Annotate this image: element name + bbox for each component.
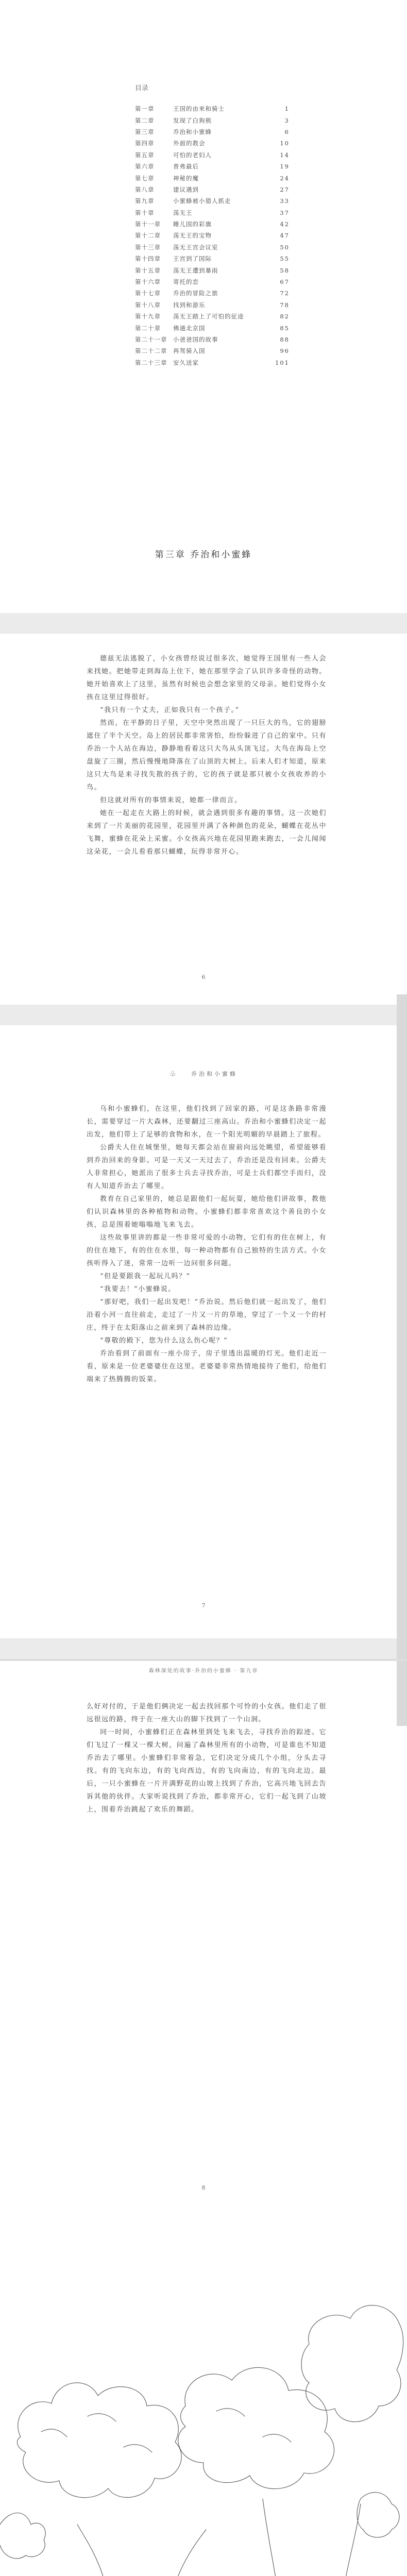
toc-entry[interactable] <box>135 161 290 172</box>
paragraph: 这些故事里讲的都是一些非常可爱的小动物，它们有的住在树上，有的住在地下，有的住在水里，每一种动物都有自己独特的生活方式。小女孩听得入了迷，常常一边听一边问很多问题。 <box>87 1234 327 1267</box>
page-separator <box>0 1005 407 1025</box>
toc-page-number: 42 <box>280 221 290 228</box>
toc-page-number: 101 <box>275 359 290 366</box>
toc-entry[interactable] <box>135 287 290 299</box>
toc-page-number: 78 <box>280 301 290 309</box>
paragraph: 她在一起走在大路上的时候，就会遇到很多有趣的事情。这一次她们来到了一片美丽的花园里，花园里开满了各种颜色的花朵，蝴蝶在花丛中飞舞，蜜蜂在花朵上采蜜。小女孩高兴地在花园里跑来跑去，一会儿闻闻这朵花，一会儿看看那只蝴蝶，玩得非常开心。 <box>87 809 327 856</box>
paragraph: 乌和小蜜蜂们，在这里，他们找到了回家的路，可是这条路非常漫长，需要穿过一片大森林，还要翻过三座高山。乔治和小蜜蜂们决定一起出发，他们带上了足够的食物和水，在一个阳光明媚的早晨踏上了旅程。 <box>87 1105 327 1139</box>
toc-page-number: 1 <box>284 105 290 113</box>
toc-chapter-title: 寄托的恋 <box>173 278 199 286</box>
tree-foliage <box>17 2383 181 2498</box>
toc-chapter-title: 王宫到了国际 <box>173 255 212 263</box>
toc-entry[interactable] <box>135 264 290 276</box>
toc-chapter-title: 神秘的魔 <box>173 174 199 182</box>
adjacent-page-edge <box>397 994 407 1726</box>
toc-chapter-title: 普弗最后 <box>173 163 199 171</box>
toc-entry[interactable] <box>135 114 290 126</box>
toc-entry[interactable] <box>135 138 290 149</box>
tree-trunk <box>77 2524 115 2576</box>
page-number: 7 <box>201 1602 206 1609</box>
toc-entry[interactable] <box>135 103 290 114</box>
chapter-page-7 <box>0 1025 407 1638</box>
toc-page-number: 3 <box>284 116 290 124</box>
tree-foliage <box>301 2306 403 2422</box>
toc-chapter-title: 荡无王遭到暴雨 <box>173 266 218 274</box>
toc-entry[interactable] <box>135 299 290 311</box>
chapter-page-6 <box>0 634 407 1005</box>
chapter-page-8 <box>0 1659 407 2576</box>
toc-chapter-number: 第六章 <box>135 163 155 171</box>
toc-chapter-title: 王国的由来和骑士 <box>173 105 225 113</box>
toc-entry[interactable] <box>135 207 290 218</box>
toc-chapter-number: 第二十三章 <box>135 359 167 366</box>
paragraph: 但这就对所有的事情来说，她都一律而言。 <box>100 796 242 804</box>
toc-chapter-title: 外面的教会 <box>173 140 206 147</box>
body-text <box>87 652 327 858</box>
toc-entry[interactable] <box>135 126 290 138</box>
toc-chapter-number: 第十一章 <box>135 221 161 228</box>
paragraph: 然而，在平静的日子里，天空中突然出现了一只巨大的鸟，它的翅膀遮住了半个天空。岛上的居民都非常害怕，纷纷躲进了自己的家中。只有乔治一个人站在海边，静静地看着这只大鸟从头顶飞过。大鸟在海岛上空盘旋了三圈，然后慢慢地降落在了山顶的大树上。后来人们才知道，原来这只大鸟是来寻找失散的孩子的，它的孩子就是那只被小女孩收养的小鸟。 <box>87 719 327 791</box>
page-separator <box>0 1638 407 1659</box>
toc-page-number: 14 <box>280 151 290 159</box>
toc-chapter-title: 荡无王踏上了可怕的征途 <box>173 313 244 320</box>
tree-foliage <box>178 2367 334 2488</box>
toc-chapter-number: 第八章 <box>135 185 155 193</box>
toc-chapter-title: 建议遇到 <box>173 185 199 193</box>
toc-entry[interactable] <box>135 334 290 345</box>
running-head-title: 乔治和小蜜蜂 <box>191 1071 238 1077</box>
toc-page-number: 72 <box>280 290 290 297</box>
toc-entry[interactable] <box>135 345 290 357</box>
toc-page-number: 47 <box>280 232 290 240</box>
toc-entry[interactable] <box>135 195 290 207</box>
toc-chapter-number: 第十三章 <box>135 243 161 251</box>
toc-entry[interactable] <box>135 276 290 287</box>
toc-chapter-number: 第十四章 <box>135 255 161 263</box>
toc-page-number: 10 <box>280 140 290 147</box>
paragraph: “尊敬的殿下，您为什么这么伤心呢？” <box>100 1337 228 1345</box>
toc-chapter-number: 第一章 <box>135 105 155 113</box>
tree-trunk <box>263 2499 291 2576</box>
page-header: 森林深处的故事·乔治的小蜜蜂 · 第九章 <box>148 1668 259 1674</box>
toc-page-number: 85 <box>280 324 290 332</box>
paragraph: 德兹无法逃脱了，小女孩曾经说过很多次，她觉得王国里有一些人会来找她。把她带走到海岛上住下，她在那里学会了认识许多奇怪的动物。她开始喜欢上了这里，虽然有时候也会想念家里的父母亲。她们觉得小女孩在这里过得很好。 <box>87 655 327 701</box>
toc-page-number: 96 <box>280 347 290 355</box>
paragraph: “那好吧，我们一起出发吧！”乔治说。然后他们就一起出发了，他们沿着小河一直往前走，走过了一片又一片的草地，穿过了一个又一个的村庄，终于在太阳落山之前来到了森林的边缘。 <box>87 1298 327 1332</box>
paragraph: 么好对付的，于是他们俩决定一起去找回那个可怜的小女孩。他们走了很远很远的路，终于在一座大山的脚下找到了一个山洞。 <box>87 1703 327 1723</box>
toc-entry[interactable] <box>135 218 290 230</box>
toc-entry[interactable] <box>135 357 290 368</box>
toc-chapter-number: 第十二章 <box>135 232 161 240</box>
toc-chapter-title: 可怕的老妇人 <box>173 151 212 159</box>
toc-chapter-number: 第十六章 <box>135 278 161 286</box>
toc-page-number: 37 <box>280 209 290 216</box>
toc-chapter-title: 找到和游乐 <box>173 301 206 309</box>
toc-entry[interactable] <box>135 149 290 161</box>
toc-chapter-number: 第九章 <box>135 197 155 205</box>
toc-page-number: 88 <box>280 336 290 343</box>
toc-entry[interactable] <box>135 172 290 183</box>
toc-chapter-number: 第二十章 <box>135 324 161 332</box>
paragraph: 公爵夫人住在城堡里，她每天都会站在窗前向远处眺望，希望能够看到乔治回来的身影。可是一天又一天过去了，乔治还是没有回来。公爵夫人非常担心，她派出了很多士兵去寻找乔治，可是士兵们都空手而归，没有人知道乔治去了哪里。 <box>87 1144 327 1190</box>
toc-chapter-title: 荡无王宫会议室 <box>173 243 218 251</box>
tree-trunk <box>328 2504 361 2576</box>
toc-chapter-number: 第二十二章 <box>135 347 167 355</box>
toc-title: 目录 <box>135 84 149 92</box>
toc-chapter-number: 第五章 <box>135 151 155 159</box>
toc-chapter-title: 小爸爸国的故事 <box>173 336 218 343</box>
toc-chapter-title: 荡无王 <box>173 209 193 216</box>
toc-chapter-title: 睡儿国的彩旗 <box>173 221 212 228</box>
toc-entry[interactable] <box>135 322 290 333</box>
toc-page-number: 55 <box>280 255 290 263</box>
toc-page-number: 58 <box>280 266 290 274</box>
header-band <box>0 1659 407 1661</box>
paragraph: “我要去！”小蜜蜂说。 <box>100 1285 176 1293</box>
toc-chapter-number: 第三章 <box>135 128 155 135</box>
toc-chapter-number: 第二章 <box>135 116 155 124</box>
toc-chapter-number: 第七章 <box>135 174 155 182</box>
toc-chapter-title: 发现了白狗熊 <box>173 116 212 124</box>
toc-page-number: 82 <box>280 313 290 320</box>
page-number: 8 <box>201 2184 206 2191</box>
chapter-heading: 第三章 乔治和小蜜蜂 <box>155 550 252 560</box>
toc-entry[interactable] <box>135 230 290 241</box>
toc-page-number: 6 <box>284 128 290 135</box>
toc-chapter-number: 第十七章 <box>135 290 161 297</box>
body-text <box>87 1103 327 1386</box>
toc-entry[interactable] <box>135 253 290 264</box>
toc-chapter-title: 乔治的冒险之旅 <box>173 290 218 297</box>
toc-entry[interactable] <box>135 311 290 322</box>
tree-trunk <box>152 2530 206 2576</box>
toc-chapter-number: 第四章 <box>135 140 155 147</box>
paragraph: “但是要跟我一起玩儿吗？” <box>100 1273 191 1280</box>
toc-chapter-number: 第十八章 <box>135 301 161 309</box>
toc-page-number: 67 <box>280 278 290 286</box>
toc-chapter-title: 再驾骑入国 <box>173 347 206 355</box>
page-number: 6 <box>201 974 206 980</box>
forest-illustration <box>0 2282 407 2576</box>
toc-chapter-number: 第十九章 <box>135 313 161 320</box>
paragraph: 乔治看到了前面有一座小房子，房子里透出温暖的灯光。他们走近一看，原来是一位老婆婆住在这里。老婆婆非常热情地接待了他们，给他们端来了热腾腾的饭菜。 <box>87 1350 327 1383</box>
toc-page-number: 27 <box>280 185 290 193</box>
toc-chapter-number: 第十章 <box>135 209 155 216</box>
paragraph: “我只有一个丈夫，正如我只有一个孩子。” <box>100 706 240 714</box>
toc-entry[interactable] <box>135 242 290 253</box>
toc-chapter-title: 乔治和小蜜蜂 <box>173 128 212 135</box>
toc-chapter-title: 佛通北京国 <box>173 324 206 332</box>
toc-page-number: 19 <box>280 163 290 171</box>
page-separator <box>0 613 407 634</box>
body-text <box>87 1700 327 1816</box>
paragraph: 同一时间，小蜜蜂们正在森林里到处飞来飞去，寻找乔治的踪迹。它们飞过了一棵又一棵大树，问遍了森林里所有的小动物，可是谁也不知道乔治去了哪里。小蜜蜂们非常着急，它们决定分成几个小组，分头去寻找。有的飞向东边，有的飞向西边，有的飞向南边，有的飞向北边。最后，一只小蜜蜂在一片开满野花的山坡上找到了乔治，它高兴地飞回去告诉其他的伙伴。大家听说找到了乔治，都非常开心，它们一起飞到了山坡上，围着乔治跳起了欢乐的舞蹈。 <box>87 1728 327 1814</box>
toc-chapter-title: 小蜜蜂被小猎人抓走 <box>173 197 231 205</box>
toc-entry[interactable] <box>135 184 290 195</box>
toc-chapter-number: 第十五章 <box>135 266 161 274</box>
toc-chapter-title: 荡无王的宝物 <box>173 232 212 240</box>
toc-list <box>135 103 290 368</box>
toc-chapter-number: 第二十一章 <box>135 336 167 343</box>
running-head <box>0 1070 407 1078</box>
toc-page-number: 24 <box>280 174 290 182</box>
paragraph: 教育在自己家里的，她总是跟他们一起玩耍，她给他们讲故事，教他们认识森林里的各种植物和动物。小蜜蜂们都非常喜欢这个善良的小女孩，总是围着她嗡嗡地飞来飞去。 <box>87 1195 327 1229</box>
toc-page-number: 50 <box>280 243 290 251</box>
toc-page-number: 33 <box>280 197 290 205</box>
clover-ornament-icon: ♧ <box>169 1070 178 1078</box>
toc-chapter-title: 安久送家 <box>173 359 199 366</box>
toc-page <box>0 0 407 613</box>
